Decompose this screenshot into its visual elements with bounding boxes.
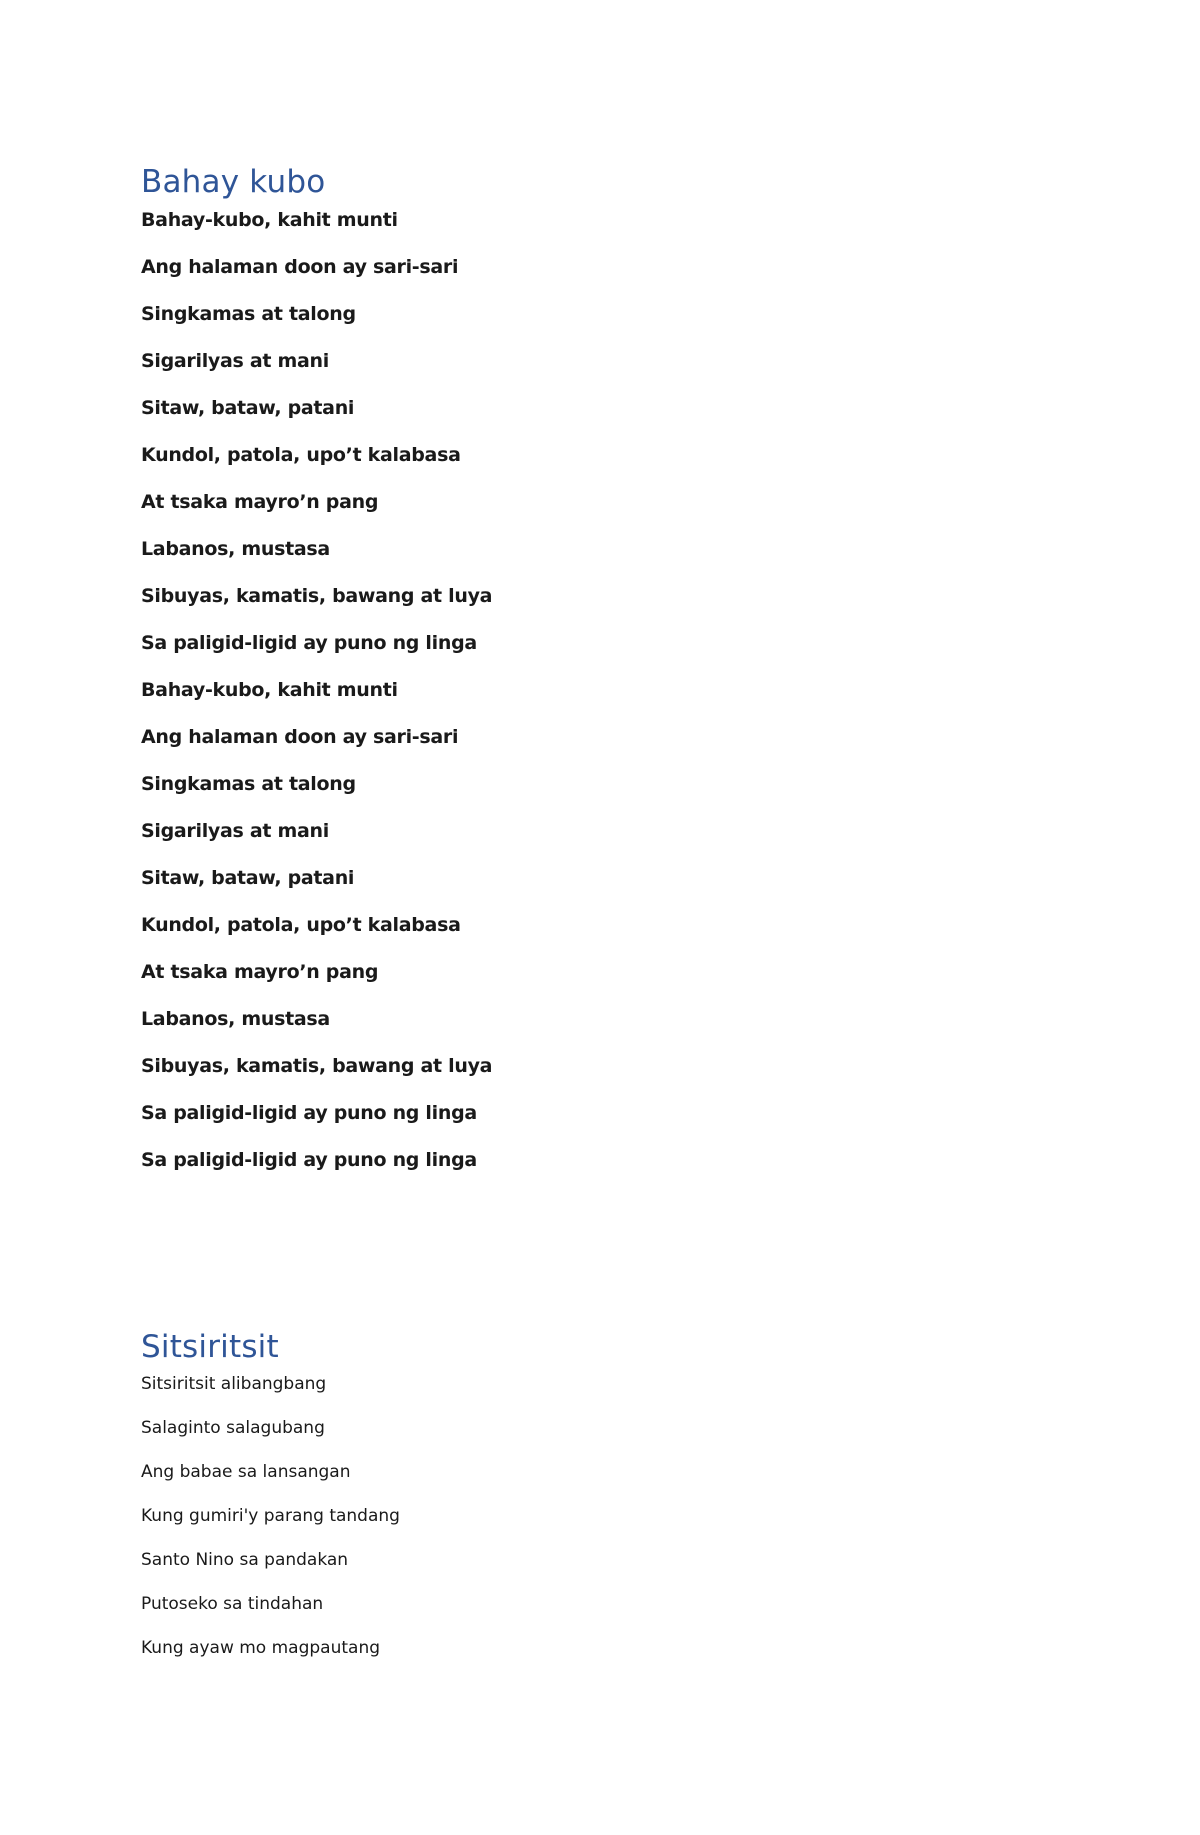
lyric-line: Kung gumiri'y parang tandang bbox=[141, 1506, 400, 1526]
lyric-line: Sibuyas, kamatis, bawang at luya bbox=[141, 1055, 493, 1077]
lyric-line: At tsaka mayro’n pang bbox=[141, 961, 379, 983]
lyric-line: Labanos, mustasa bbox=[141, 538, 330, 560]
lyric-line: Sigarilyas at mani bbox=[141, 820, 329, 842]
lyric-line: Singkamas at talong bbox=[141, 303, 356, 325]
lyrics-list bbox=[141, 208, 492, 1195]
lyric-line: Santo Nino sa pandakan bbox=[141, 1550, 349, 1570]
lyric-line: Bahay-kubo, kahit munti bbox=[141, 209, 398, 231]
lyric-line: Sa paligid-ligid ay puno ng linga bbox=[141, 1149, 477, 1171]
lyric-line: Bahay-kubo, kahit munti bbox=[141, 679, 398, 701]
song-bahay-kubo bbox=[141, 160, 492, 1195]
lyrics-list bbox=[141, 1373, 400, 1681]
lyric-line: Ang halaman doon ay sari-sari bbox=[141, 256, 459, 278]
lyric-line: Ang babae sa lansangan bbox=[141, 1462, 351, 1482]
lyric-line: Putoseko sa tindahan bbox=[141, 1594, 324, 1614]
lyric-line: Sa paligid-ligid ay puno ng linga bbox=[141, 1102, 477, 1124]
lyric-line: Labanos, mustasa bbox=[141, 1008, 330, 1030]
lyric-line: Sigarilyas at mani bbox=[141, 350, 329, 372]
song-title: Sitsiritsit bbox=[141, 1329, 279, 1365]
lyric-line: Singkamas at talong bbox=[141, 773, 356, 795]
lyric-line: At tsaka mayro’n pang bbox=[141, 491, 379, 513]
song-sitsiritsit bbox=[141, 1325, 400, 1681]
lyric-line: Kundol, patola, upo’t kalabasa bbox=[141, 444, 461, 466]
lyric-line: Kung ayaw mo magpautang bbox=[141, 1638, 381, 1658]
lyric-line: Sitsiritsit alibangbang bbox=[141, 1374, 327, 1394]
lyric-line: Salaginto salagubang bbox=[141, 1418, 325, 1438]
lyric-line: Sa paligid-ligid ay puno ng linga bbox=[141, 632, 477, 654]
lyric-line: Sitaw, bataw, patani bbox=[141, 397, 355, 419]
song-title: Bahay kubo bbox=[141, 164, 326, 200]
lyric-line: Ang halaman doon ay sari-sari bbox=[141, 726, 459, 748]
lyric-line: Kundol, patola, upo’t kalabasa bbox=[141, 914, 461, 936]
lyric-line: Sibuyas, kamatis, bawang at luya bbox=[141, 585, 493, 607]
lyric-line: Sitaw, bataw, patani bbox=[141, 867, 355, 889]
